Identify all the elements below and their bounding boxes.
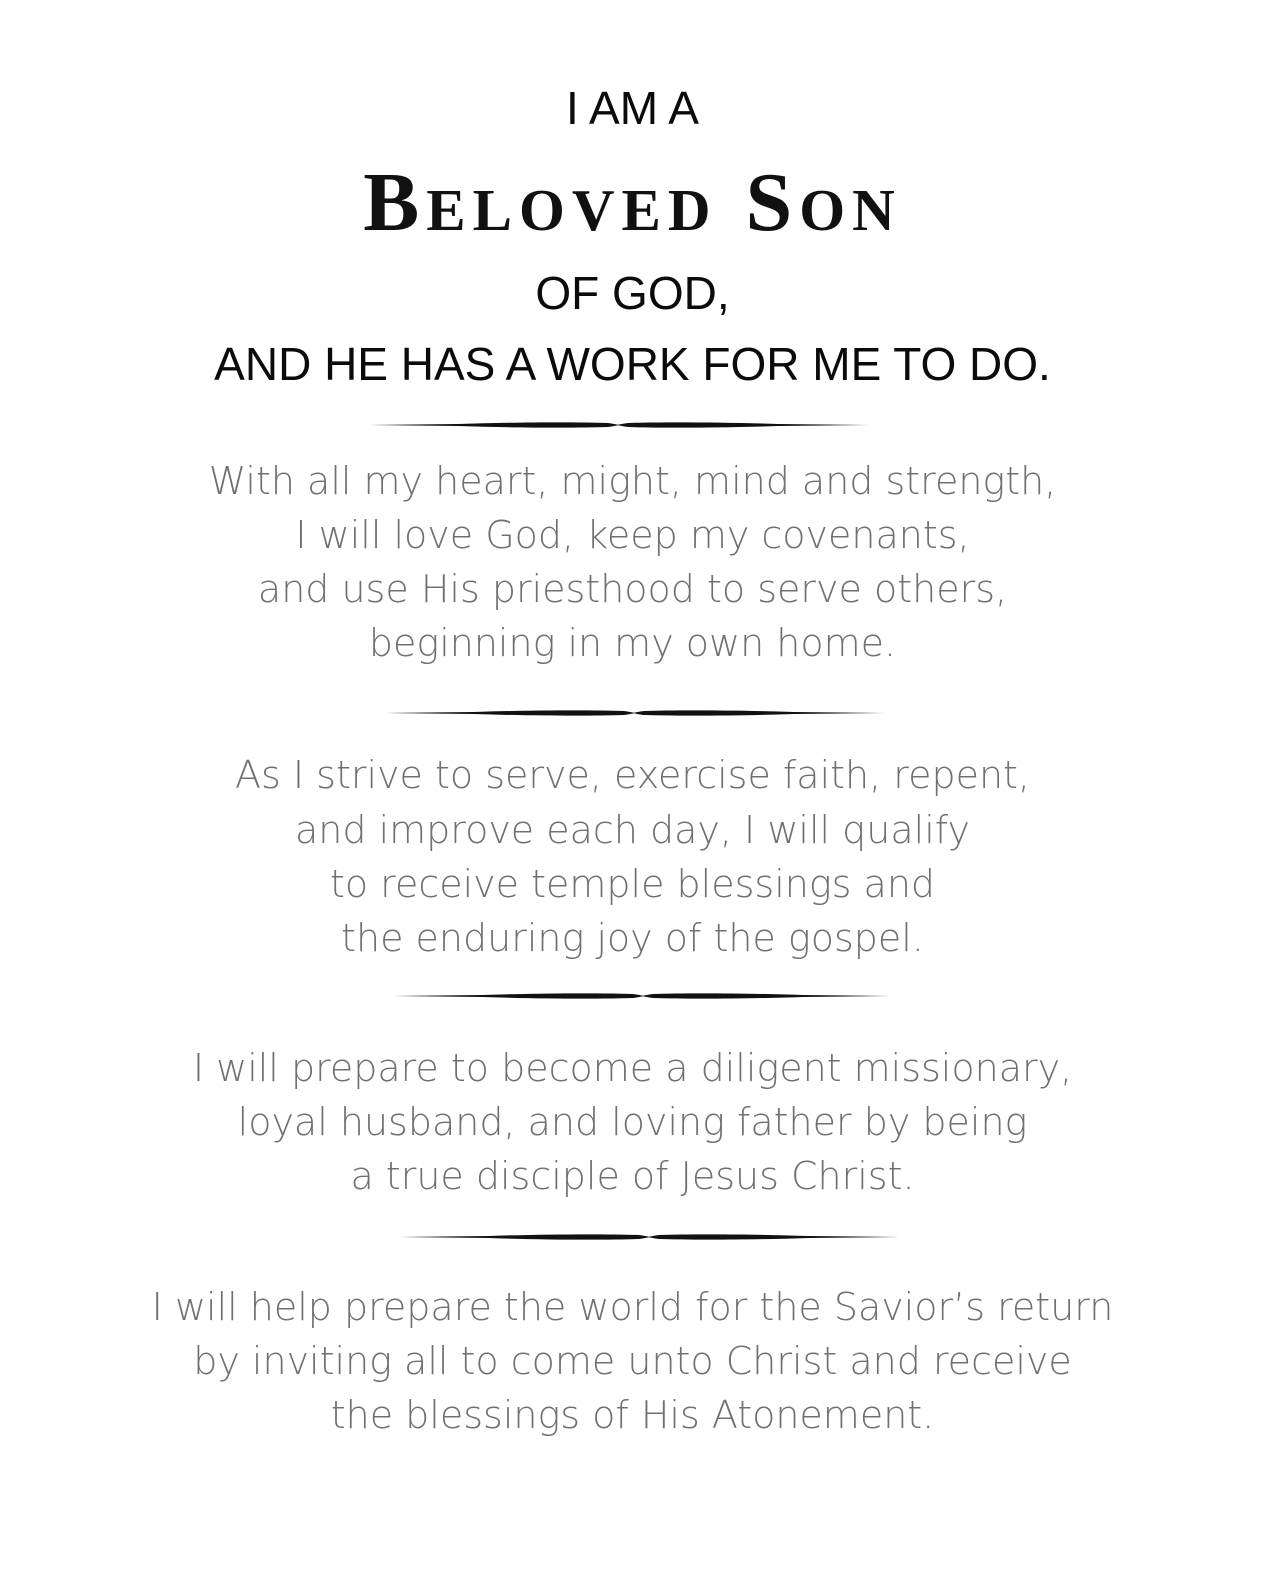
ornamental-divider-3 [393,990,893,1002]
heading-line-4: AND HE HAS A WORK FOR ME TO DO. [214,338,1051,390]
ornamental-divider-1 [368,419,868,431]
paragraph-1-line-4: beginning in my own home. [368,621,897,665]
heading-line-1: I AM A [566,82,699,134]
ornamental-divider-2 [384,707,884,719]
paragraph-3-line-3: a true disciple of Jesus Christ. [350,1154,915,1198]
paragraph-1-line-3: and use His priesthood to serve others, [257,567,1008,611]
paragraph-2-line-4: the enduring joy of the gospel. [341,916,924,960]
paragraph-2-line-2: and improve each day, I will qualify [295,808,970,852]
heading-line-3: OF GOD, [535,267,730,319]
heading-title: Beloved Son [363,156,902,249]
paragraph-3-line-2: loyal husband, and loving father by being [237,1100,1028,1144]
paragraph-4-line-1: I will help prepare the world for the Savior’s return [151,1285,1114,1329]
paragraph-4-line-3: the blessings of His Atonement. [330,1393,935,1437]
paragraph-2-line-3: to receive temple blessings and [329,862,936,906]
paragraph-4-line-2: by inviting all to come unto Christ and receive [193,1339,1072,1383]
paragraph-1-line-2: I will love God, keep my covenants, [295,513,970,557]
paragraph-1-line-1: With all my heart, might, mind and strength, [208,459,1057,503]
ornamental-divider-4 [399,1231,899,1243]
paragraph-3-line-1: I will prepare to become a diligent missionary, [192,1046,1073,1090]
paragraph-2-line-1: As I strive to serve, exercise faith, repent, [234,753,1031,797]
